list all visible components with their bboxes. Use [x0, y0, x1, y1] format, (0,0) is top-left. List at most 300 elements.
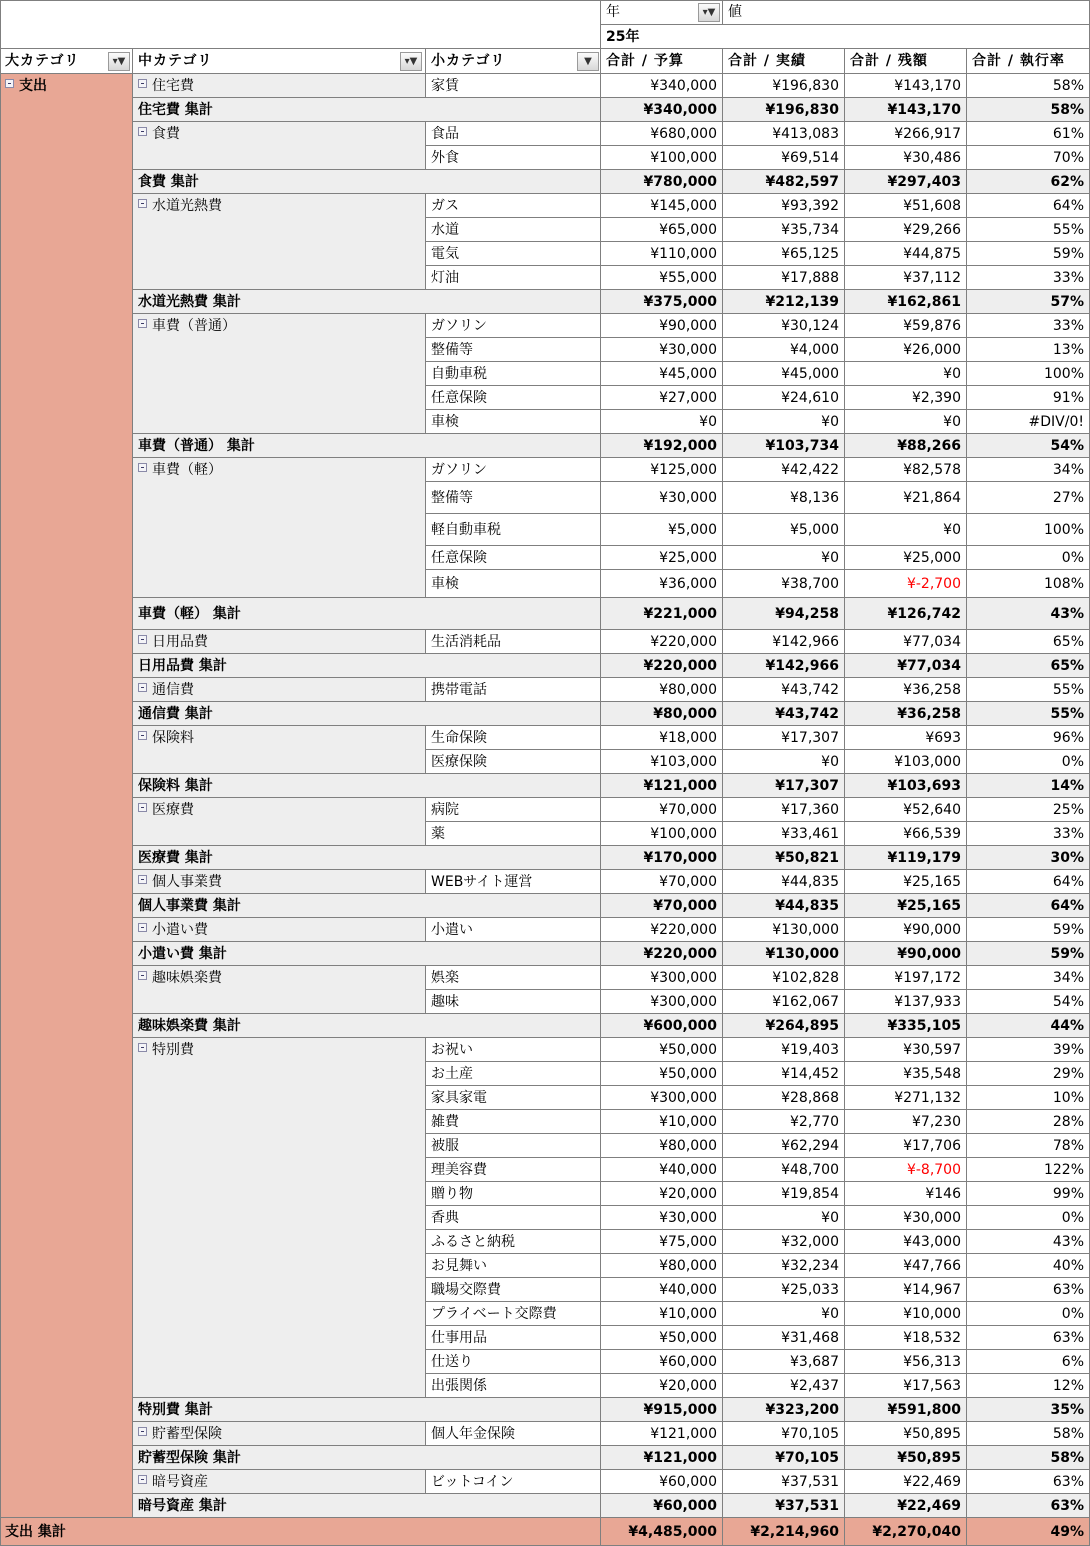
value-cell: ¥-2,700: [845, 570, 967, 598]
value-cell: ¥0: [723, 546, 845, 570]
grand-total-value: ¥2,214,960: [723, 1518, 845, 1546]
value-cell: ¥24,610: [723, 386, 845, 410]
collapse-toggle-icon[interactable]: [138, 1427, 147, 1436]
collapse-toggle-icon[interactable]: [138, 803, 147, 812]
sub-category-cell: 灯油: [426, 266, 601, 290]
value-cell: ¥0: [845, 410, 967, 434]
value-cell: 0%: [967, 546, 1090, 570]
sub-category-cell: 職場交際費: [426, 1278, 601, 1302]
value-cell: ¥50,000: [601, 1038, 723, 1062]
value-cell: ¥300,000: [601, 990, 723, 1014]
value-cell: ¥75,000: [601, 1230, 723, 1254]
collapse-toggle-icon[interactable]: [138, 731, 147, 740]
sub-category-cell: 家賃: [426, 74, 601, 98]
value-cell: 91%: [967, 386, 1090, 410]
value-cell: ¥25,000: [601, 546, 723, 570]
value-cell: ¥33,461: [723, 822, 845, 846]
value-cell: ¥5,000: [601, 514, 723, 546]
value-cell: ¥340,000: [601, 74, 723, 98]
value-cell: ¥93,392: [723, 194, 845, 218]
value-cell: ¥693: [845, 726, 967, 750]
value-cell: ¥45,000: [601, 362, 723, 386]
collapse-toggle-icon[interactable]: [138, 875, 147, 884]
subtotal-value: ¥482,597: [723, 170, 845, 194]
value-cell: ¥50,000: [601, 1326, 723, 1350]
value-cell: 96%: [967, 726, 1090, 750]
subtotal-value: 63%: [967, 1494, 1090, 1518]
sub-category-cell: 任意保険: [426, 546, 601, 570]
value-cell: 55%: [967, 678, 1090, 702]
subtotal-value: ¥600,000: [601, 1014, 723, 1038]
sub-category-cell: 任意保険: [426, 386, 601, 410]
value-cell: ¥32,234: [723, 1254, 845, 1278]
value-cell: ¥50,000: [601, 1062, 723, 1086]
collapse-toggle-icon[interactable]: [138, 319, 147, 328]
value-cell: 58%: [967, 1422, 1090, 1446]
value-cell: ¥52,640: [845, 798, 967, 822]
subtotal-value: ¥323,200: [723, 1398, 845, 1422]
value-cell: ¥65,000: [601, 218, 723, 242]
value-cell: 55%: [967, 218, 1090, 242]
value-cell: ¥125,000: [601, 458, 723, 482]
value-cell: ¥21,864: [845, 482, 967, 514]
value-cell: 28%: [967, 1110, 1090, 1134]
value-cell: 64%: [967, 194, 1090, 218]
subtotal-label: 食費 集計: [133, 170, 601, 194]
value-cell: ¥60,000: [601, 1350, 723, 1374]
value-cell: ¥30,486: [845, 146, 967, 170]
subtotal-value: ¥80,000: [601, 702, 723, 726]
value-cell: ¥103,000: [845, 750, 967, 774]
value-cell: ¥25,000: [845, 546, 967, 570]
sub-category-cell: 医療保険: [426, 750, 601, 774]
value-cell: ¥48,700: [723, 1158, 845, 1182]
row-field-header: 大カテゴリ: [0, 49, 133, 74]
value-cell: ¥32,000: [723, 1230, 845, 1254]
grand-total-value: ¥2,270,040: [845, 1518, 967, 1546]
subtotal-value: ¥70,000: [601, 894, 723, 918]
sub-category-cell: ガス: [426, 194, 601, 218]
sub-category-cell: 小遣い: [426, 918, 601, 942]
sub-category-cell: お見舞い: [426, 1254, 601, 1278]
value-cell: ¥30,597: [845, 1038, 967, 1062]
value-cell: ¥37,112: [845, 266, 967, 290]
value-cell: ¥220,000: [601, 918, 723, 942]
subtotal-label: 住宅費 集計: [133, 98, 601, 122]
value-cell: ¥130,000: [723, 918, 845, 942]
value-cell: ¥59,876: [845, 314, 967, 338]
subtotal-value: 44%: [967, 1014, 1090, 1038]
value-cell: ¥29,266: [845, 218, 967, 242]
subtotal-value: ¥220,000: [601, 942, 723, 966]
value-cell: 43%: [967, 1230, 1090, 1254]
filter-dropdown-icon[interactable]: ▾▼: [108, 52, 130, 71]
value-cell: ¥17,706: [845, 1134, 967, 1158]
subtotal-value: 30%: [967, 846, 1090, 870]
subtotal-label: 車費（軽） 集計: [133, 598, 601, 630]
subtotal-value: ¥170,000: [601, 846, 723, 870]
value-cell: ¥25,165: [845, 870, 967, 894]
value-cell: 12%: [967, 1374, 1090, 1398]
value-cell: ¥103,000: [601, 750, 723, 774]
subtotal-value: 14%: [967, 774, 1090, 798]
subtotal-value: 58%: [967, 98, 1090, 122]
value-cell: 0%: [967, 750, 1090, 774]
collapse-toggle-icon[interactable]: [5, 79, 14, 88]
subtotal-value: 57%: [967, 290, 1090, 314]
sub-category-cell: 整備等: [426, 482, 601, 514]
subtotal-value: ¥591,800: [845, 1398, 967, 1422]
value-cell: ¥30,000: [601, 338, 723, 362]
subtotal-label: 貯蓄型保険 集計: [133, 1446, 601, 1470]
value-cell: ¥20,000: [601, 1374, 723, 1398]
subtotal-value: ¥340,000: [601, 98, 723, 122]
value-cell: ¥80,000: [601, 1134, 723, 1158]
mid-category-cell: 小遣い費: [133, 918, 426, 942]
value-cell: 54%: [967, 990, 1090, 1014]
subtotal-value: ¥50,821: [723, 846, 845, 870]
sub-category-cell: ビットコイン: [426, 1470, 601, 1494]
value-cell: ¥26,000: [845, 338, 967, 362]
subtotal-value: ¥192,000: [601, 434, 723, 458]
subtotal-label: 特別費 集計: [133, 1398, 601, 1422]
value-cell: 27%: [967, 482, 1090, 514]
subtotal-value: ¥119,179: [845, 846, 967, 870]
value-cell: 58%: [967, 74, 1090, 98]
filter-dropdown-icon[interactable]: ▾▼: [400, 52, 422, 71]
value-cell: ¥17,888: [723, 266, 845, 290]
value-cell: 34%: [967, 966, 1090, 990]
value-cell: ¥300,000: [601, 966, 723, 990]
value-cell: 63%: [967, 1278, 1090, 1302]
value-cell: ¥44,875: [845, 242, 967, 266]
sub-category-cell: お土産: [426, 1062, 601, 1086]
subtotal-value: 54%: [967, 434, 1090, 458]
subtotal-label: 個人事業費 集計: [133, 894, 601, 918]
value-cell: 122%: [967, 1158, 1090, 1182]
value-cell: ¥100,000: [601, 822, 723, 846]
grand-total-value: ¥4,485,000: [601, 1518, 723, 1546]
value-cell: ¥680,000: [601, 122, 723, 146]
subtotal-label: 日用品費 集計: [133, 654, 601, 678]
value-cell: ¥51,608: [845, 194, 967, 218]
subtotal-value: 65%: [967, 654, 1090, 678]
sub-category-cell: 電気: [426, 242, 601, 266]
sub-category-cell: 贈り物: [426, 1182, 601, 1206]
value-cell: ¥69,514: [723, 146, 845, 170]
value-cell: ¥36,258: [845, 678, 967, 702]
subtotal-value: ¥103,693: [845, 774, 967, 798]
mid-category-cell: 特別費: [133, 1038, 426, 1398]
value-cell: 0%: [967, 1206, 1090, 1230]
value-cell: ¥31,468: [723, 1326, 845, 1350]
mid-category-cell: 保険料: [133, 726, 426, 774]
value-cell: ¥44,835: [723, 870, 845, 894]
value-cell: ¥2,437: [723, 1374, 845, 1398]
value-cell: ¥18,000: [601, 726, 723, 750]
subtotal-value: ¥126,742: [845, 598, 967, 630]
value-cell: ¥0: [845, 362, 967, 386]
value-field-header: 合計 / 予算: [601, 49, 723, 74]
collapse-toggle-icon[interactable]: [138, 79, 147, 88]
sub-category-cell: WEBサイト運営: [426, 870, 601, 894]
value-cell: ¥14,967: [845, 1278, 967, 1302]
subtotal-value: ¥130,000: [723, 942, 845, 966]
sub-category-cell: 雑費: [426, 1110, 601, 1134]
subtotal-label: 医療費 集計: [133, 846, 601, 870]
top-category-cell: 支出: [0, 74, 133, 1518]
subtotal-value: 62%: [967, 170, 1090, 194]
value-cell: ¥17,360: [723, 798, 845, 822]
value-cell: ¥162,067: [723, 990, 845, 1014]
sub-category-cell: 外食: [426, 146, 601, 170]
row-field-header: 小カテゴリ: [426, 49, 601, 74]
subtotal-value: 55%: [967, 702, 1090, 726]
year-header: 25年: [601, 25, 1090, 49]
mid-category-cell: 趣味娯楽費: [133, 966, 426, 1014]
value-cell: ¥-8,700: [845, 1158, 967, 1182]
sub-category-cell: 整備等: [426, 338, 601, 362]
value-cell: ¥145,000: [601, 194, 723, 218]
subtotal-label: 通信費 集計: [133, 702, 601, 726]
value-cell: ¥0: [845, 514, 967, 546]
value-cell: ¥70,105: [723, 1422, 845, 1446]
value-cell: ¥28,868: [723, 1086, 845, 1110]
sub-category-cell: 薬: [426, 822, 601, 846]
sub-category-cell: プライベート交際費: [426, 1302, 601, 1326]
value-cell: ¥62,294: [723, 1134, 845, 1158]
value-cell: 78%: [967, 1134, 1090, 1158]
subtotal-value: ¥94,258: [723, 598, 845, 630]
value-cell: ¥142,966: [723, 630, 845, 654]
subtotal-value: ¥25,165: [845, 894, 967, 918]
sub-category-cell: 食品: [426, 122, 601, 146]
value-cell: ¥121,000: [601, 1422, 723, 1446]
value-cell: 39%: [967, 1038, 1090, 1062]
value-cell: ¥8,136: [723, 482, 845, 514]
value-cell: 63%: [967, 1326, 1090, 1350]
sub-category-cell: 携帯電話: [426, 678, 601, 702]
value-cell: #DIV/0!: [967, 410, 1090, 434]
subtotal-label: 水道光熱費 集計: [133, 290, 601, 314]
value-cell: 13%: [967, 338, 1090, 362]
subtotal-label: 趣味娯楽費 集計: [133, 1014, 601, 1038]
value-cell: ¥30,124: [723, 314, 845, 338]
subtotal-value: ¥60,000: [601, 1494, 723, 1518]
value-cell: ¥137,933: [845, 990, 967, 1014]
value-cell: ¥35,548: [845, 1062, 967, 1086]
subtotal-value: ¥375,000: [601, 290, 723, 314]
collapse-toggle-icon[interactable]: [138, 1475, 147, 1484]
sub-category-cell: 水道: [426, 218, 601, 242]
subtotal-value: ¥221,000: [601, 598, 723, 630]
subtotal-value: 43%: [967, 598, 1090, 630]
value-cell: 6%: [967, 1350, 1090, 1374]
value-cell: ¥5,000: [723, 514, 845, 546]
mid-category-cell: 車費（軽）: [133, 458, 426, 598]
sub-category-cell: 生命保険: [426, 726, 601, 750]
subtotal-label: 小遣い費 集計: [133, 942, 601, 966]
collapse-toggle-icon[interactable]: [138, 199, 147, 208]
value-cell: ¥50,895: [845, 1422, 967, 1446]
mid-category-cell: 日用品費: [133, 630, 426, 654]
subtotal-value: ¥90,000: [845, 942, 967, 966]
mid-category-cell: 食費: [133, 122, 426, 170]
value-cell: ¥70,000: [601, 870, 723, 894]
value-cell: 29%: [967, 1062, 1090, 1086]
value-cell: 59%: [967, 242, 1090, 266]
sub-category-cell: 生活消耗品: [426, 630, 601, 654]
value-cell: ¥22,469: [845, 1470, 967, 1494]
sub-category-cell: ガソリン: [426, 458, 601, 482]
value-cell: ¥90,000: [601, 314, 723, 338]
subtotal-value: ¥212,139: [723, 290, 845, 314]
collapse-toggle-icon[interactable]: [138, 463, 147, 472]
subtotal-label: 車費（普通） 集計: [133, 434, 601, 458]
collapse-toggle-icon[interactable]: [138, 971, 147, 980]
value-cell: 0%: [967, 1302, 1090, 1326]
value-cell: 40%: [967, 1254, 1090, 1278]
value-cell: ¥2,390: [845, 386, 967, 410]
collapse-toggle-icon[interactable]: [138, 635, 147, 644]
value-cell: ¥27,000: [601, 386, 723, 410]
value-cell: ¥30,000: [845, 1206, 967, 1230]
value-cell: ¥25,033: [723, 1278, 845, 1302]
value-cell: 100%: [967, 362, 1090, 386]
sub-category-cell: ふるさと納税: [426, 1230, 601, 1254]
value-cell: 108%: [967, 570, 1090, 598]
value-cell: ¥4,000: [723, 338, 845, 362]
value-field-header: 合計 / 残額: [845, 49, 967, 74]
value-cell: ¥19,403: [723, 1038, 845, 1062]
value-cell: 61%: [967, 122, 1090, 146]
sub-category-cell: 個人年金保険: [426, 1422, 601, 1446]
subtotal-value: ¥43,742: [723, 702, 845, 726]
sub-category-cell: 車検: [426, 410, 601, 434]
collapse-toggle-icon[interactable]: [138, 683, 147, 692]
value-cell: 100%: [967, 514, 1090, 546]
subtotal-value: ¥36,258: [845, 702, 967, 726]
sub-category-cell: 出張関係: [426, 1374, 601, 1398]
value-cell: ¥0: [723, 1206, 845, 1230]
value-cell: ¥10,000: [601, 1302, 723, 1326]
collapse-toggle-icon[interactable]: [138, 923, 147, 932]
subtotal-value: ¥264,895: [723, 1014, 845, 1038]
value-cell: ¥47,766: [845, 1254, 967, 1278]
subtotal-value: ¥50,895: [845, 1446, 967, 1470]
col-field-label: 年: [601, 0, 723, 25]
subtotal-value: ¥37,531: [723, 1494, 845, 1518]
value-cell: ¥300,000: [601, 1086, 723, 1110]
value-field-header: 合計 / 実績: [723, 49, 845, 74]
value-cell: ¥77,034: [845, 630, 967, 654]
value-cell: ¥0: [601, 410, 723, 434]
value-cell: ¥100,000: [601, 146, 723, 170]
value-cell: ¥271,132: [845, 1086, 967, 1110]
value-cell: ¥266,917: [845, 122, 967, 146]
subtotal-value: ¥143,170: [845, 98, 967, 122]
sub-category-cell: 仕事用品: [426, 1326, 601, 1350]
collapse-toggle-icon[interactable]: [138, 1043, 147, 1052]
filter-dropdown-icon[interactable]: ▼: [577, 52, 599, 71]
mid-category-cell: 水道光熱費: [133, 194, 426, 290]
subtotal-label: 暗号資産 集計: [133, 1494, 601, 1518]
subtotal-value: ¥77,034: [845, 654, 967, 678]
values-label: 値: [723, 0, 1090, 25]
value-cell: 99%: [967, 1182, 1090, 1206]
sub-category-cell: 軽自動車税: [426, 514, 601, 546]
value-cell: ¥17,563: [845, 1374, 967, 1398]
value-cell: ¥197,172: [845, 966, 967, 990]
value-cell: ¥14,452: [723, 1062, 845, 1086]
subtotal-value: 64%: [967, 894, 1090, 918]
value-cell: ¥36,000: [601, 570, 723, 598]
subtotal-value: ¥142,966: [723, 654, 845, 678]
value-cell: ¥7,230: [845, 1110, 967, 1134]
value-cell: ¥10,000: [601, 1110, 723, 1134]
value-cell: ¥42,422: [723, 458, 845, 482]
value-cell: 34%: [967, 458, 1090, 482]
subtotal-value: 58%: [967, 1446, 1090, 1470]
collapse-toggle-icon[interactable]: [138, 127, 147, 136]
value-cell: ¥40,000: [601, 1278, 723, 1302]
value-cell: ¥102,828: [723, 966, 845, 990]
value-cell: ¥17,307: [723, 726, 845, 750]
value-cell: ¥30,000: [601, 482, 723, 514]
value-cell: 25%: [967, 798, 1090, 822]
mid-category-cell: 暗号資産: [133, 1470, 426, 1494]
subtotal-value: ¥88,266: [845, 434, 967, 458]
mid-category-cell: 個人事業費: [133, 870, 426, 894]
sub-category-cell: 病院: [426, 798, 601, 822]
value-cell: ¥413,083: [723, 122, 845, 146]
subtotal-value: ¥915,000: [601, 1398, 723, 1422]
mid-category-cell: 住宅費: [133, 74, 426, 98]
value-cell: ¥0: [723, 1302, 845, 1326]
sub-category-cell: 家具家電: [426, 1086, 601, 1110]
filter-dropdown-icon[interactable]: ▾▼: [698, 3, 720, 22]
value-cell: ¥35,734: [723, 218, 845, 242]
subtotal-value: ¥780,000: [601, 170, 723, 194]
value-cell: ¥3,687: [723, 1350, 845, 1374]
value-cell: ¥82,578: [845, 458, 967, 482]
value-cell: ¥80,000: [601, 678, 723, 702]
row-field-header: 中カテゴリ: [133, 49, 426, 74]
value-cell: ¥30,000: [601, 1206, 723, 1230]
value-cell: ¥0: [723, 750, 845, 774]
value-cell: ¥38,700: [723, 570, 845, 598]
value-cell: ¥220,000: [601, 630, 723, 654]
value-cell: 10%: [967, 1086, 1090, 1110]
subtotal-value: ¥17,307: [723, 774, 845, 798]
pivot-corner-blank: [0, 0, 601, 49]
sub-category-cell: 娯楽: [426, 966, 601, 990]
subtotal-value: 35%: [967, 1398, 1090, 1422]
value-cell: ¥56,313: [845, 1350, 967, 1374]
value-cell: ¥60,000: [601, 1470, 723, 1494]
subtotal-value: ¥335,105: [845, 1014, 967, 1038]
mid-category-cell: 車費（普通）: [133, 314, 426, 434]
subtotal-value: ¥70,105: [723, 1446, 845, 1470]
value-cell: ¥37,531: [723, 1470, 845, 1494]
value-cell: ¥146: [845, 1182, 967, 1206]
value-cell: ¥110,000: [601, 242, 723, 266]
value-cell: ¥43,742: [723, 678, 845, 702]
value-cell: 70%: [967, 146, 1090, 170]
sub-category-cell: 車検: [426, 570, 601, 598]
value-cell: ¥90,000: [845, 918, 967, 942]
sub-category-cell: 被服: [426, 1134, 601, 1158]
